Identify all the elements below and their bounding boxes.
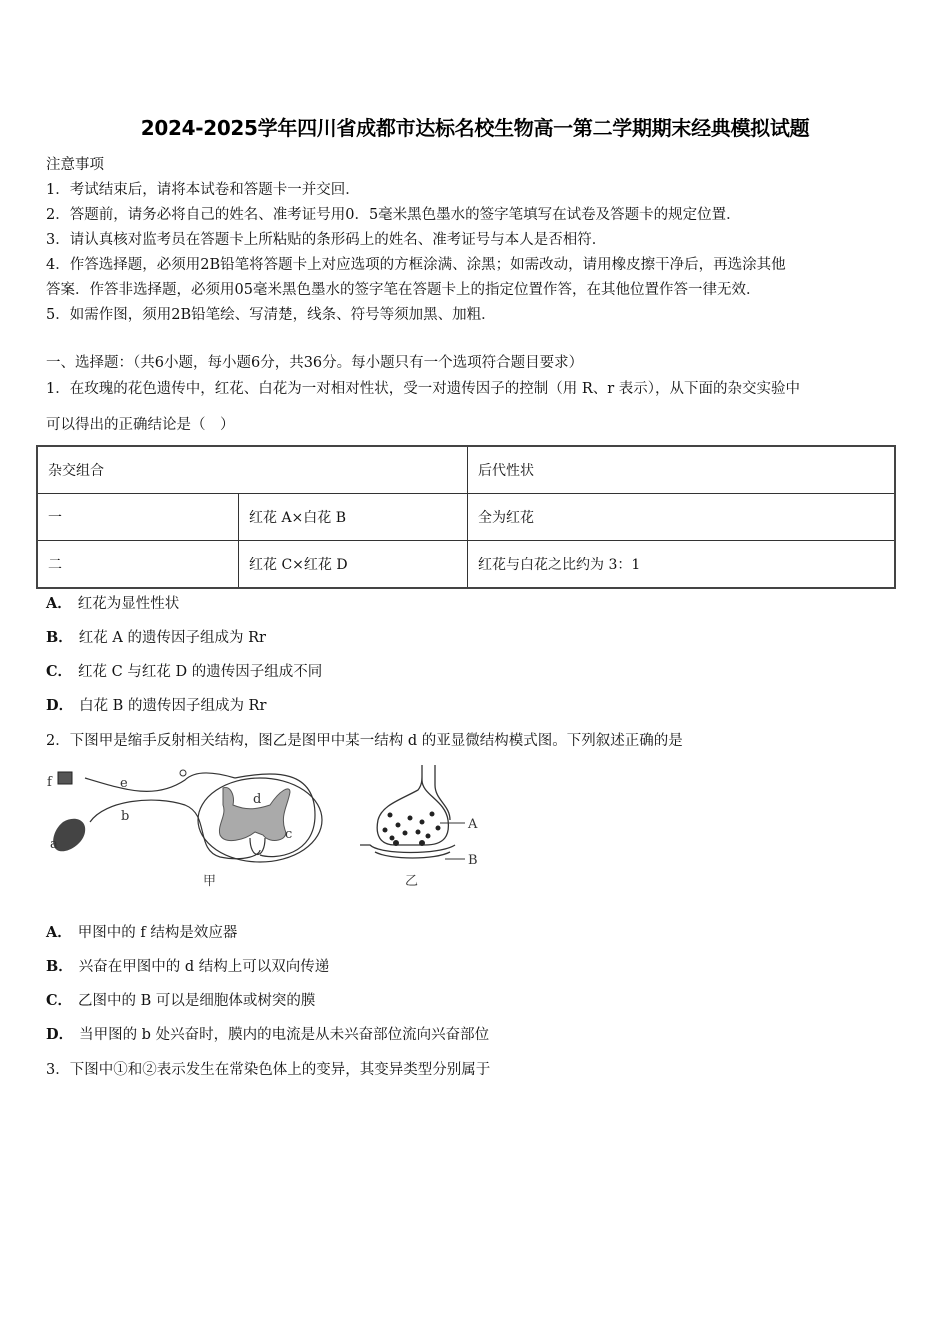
section-heading: 一、选择题：（共6小题，每小题6分，共36分。每小题只有一个选项符合题目要求） [46, 355, 584, 371]
notice-item: 5．如需作图，须用2B铅笔绘、写清楚，线条、符号等须加黑、加粗． [46, 307, 496, 323]
option-text: 红花为显性性状 [77, 596, 180, 612]
notice-heading: 注意事项 [46, 157, 104, 173]
table-header-cell: 杂交组合 [37, 446, 468, 494]
table-cell: 红花与白花之比约为 3：1 [468, 541, 896, 589]
table-row [37, 494, 895, 541]
svg-text:f: f [47, 775, 52, 790]
option-text: 甲图中的 f 结构是效应器 [77, 925, 238, 941]
table-header-row [37, 446, 895, 494]
option-text: 红花 C 与红花 D 的遗传因子组成不同 [78, 664, 323, 680]
notice-item: 1．考试结束后，请将本试卷和答题卡一并交回． [46, 182, 360, 198]
svg-text:d: d [253, 792, 262, 807]
synapse-figure [350, 760, 500, 895]
q1-option-b [46, 626, 266, 647]
svg-text:A: A [468, 817, 478, 832]
option-label: D． [46, 1026, 74, 1043]
option-label: C． [46, 992, 73, 1009]
option-label: D． [46, 697, 74, 714]
q2-option-d [46, 1023, 489, 1044]
table-cell: 一 [37, 494, 239, 541]
svg-text:乙: 乙 [405, 874, 419, 889]
option-text: 乙图中的 B 可以是细胞体或树突的膜 [78, 993, 316, 1009]
table-cell: 二 [37, 541, 239, 589]
svg-text:c: c [285, 827, 293, 842]
svg-text:e: e [120, 776, 128, 791]
option-text: 当甲图的 b 处兴奋时，膜内的电流是从未兴奋部位流向兴奋部位 [79, 1027, 490, 1043]
q1-option-c [46, 660, 322, 681]
table-cell: 红花 C×红花 D [239, 541, 468, 589]
reflex-arc-figure [45, 760, 335, 895]
table-header-cell: 后代性状 [468, 446, 896, 494]
option-text: 兴奋在甲图中的 d 结构上可以双向传递 [78, 959, 330, 975]
option-label: A． [46, 595, 72, 612]
page-title: 2024-2025学年四川省成都市达标名校生物高一第二学期期末经典模拟试题 [140, 116, 810, 140]
svg-text:甲: 甲 [203, 874, 217, 889]
q1-option-d [46, 694, 266, 715]
question-1-stem: 1．在玫瑰的花色遗传中，红花、白花为一对相对性状，受一对遗传因子的控制（用 R、r 表示），从下面的杂交实验中 [46, 381, 801, 397]
table-cell: 全为红花 [468, 494, 896, 541]
option-label: B． [46, 958, 73, 975]
q2-option-b [46, 955, 329, 976]
q2-option-a [46, 921, 237, 942]
option-label: A． [46, 924, 72, 941]
cross-experiment-table [36, 445, 896, 589]
notice-item: 答案．作答非选择题，必须用05毫米黑色墨水的签字笔在答题卡上的指定位置作答，在其他位置作答一律无效． [46, 282, 761, 298]
q1-option-a [46, 592, 179, 613]
option-label: C． [46, 663, 73, 680]
option-text: 红花 A 的遗传因子组成为 Rr [78, 630, 266, 646]
svg-text:b: b [121, 809, 130, 824]
question-3-stem: 3．下图中①和②表示发生在常染色体上的变异，其变异类型分别属于 [46, 1062, 491, 1078]
table-row [37, 541, 895, 589]
table-cell: 红花 A×白花 B [239, 494, 468, 541]
notice-item: 4．作答选择题，必须用2B铅笔将答题卡上对应选项的方框涂满、涂黑；如需改动，请用橡皮擦干净后，再选涂其他 [46, 257, 786, 273]
question-1-stem-cont: 可以得出的正确结论是（ ） [46, 417, 235, 433]
option-label: B． [46, 629, 73, 646]
svg-text:B: B [468, 853, 478, 868]
svg-text:a: a [50, 837, 58, 852]
option-text: 白花 B 的遗传因子组成为 Rr [79, 698, 267, 714]
notice-item: 3．请认真核对监考员在答题卡上所粘贴的条形码上的姓名、准考证号与本人是否相符． [46, 232, 607, 248]
question-2-stem: 2．下图甲是缩手反射相关结构，图乙是图甲中某一结构 d 的亚显微结构模式图。下列叙述正确的是 [46, 733, 683, 749]
q2-option-c [46, 989, 315, 1010]
notice-item: 2．答题前，请务必将自己的姓名、准考证号用0．5毫米黑色墨水的签字笔填写在试卷及答题卡的规定位置． [46, 207, 741, 223]
